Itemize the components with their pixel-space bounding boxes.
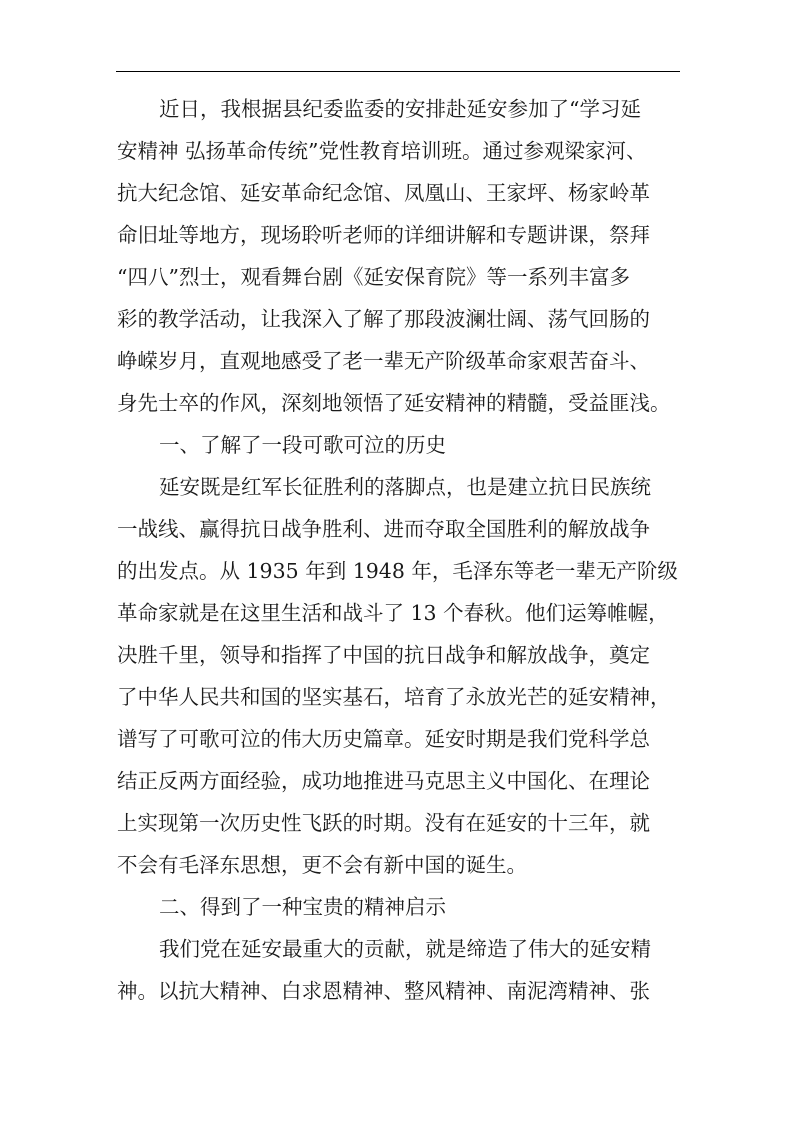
text-line: 上实现第一次历史性飞跃的时期。没有在延安的十三年，就 <box>117 811 650 835</box>
text-line: 不会有毛泽东思想，更不会有新中国的诞生。 <box>117 853 527 877</box>
text-line: 神。以抗大精神、白求恩精神、整风精神、南泥湾精神、张 <box>117 979 650 1003</box>
text-line: 结正反两方面经验，成功地推进马克思主义中国化、在理论 <box>117 769 650 793</box>
text-line: 革命家就是在这里生活和战斗了 13 个春秋。他们运筹帷幄， <box>117 601 669 625</box>
text-line: 了中华人民共和国的坚实基石，培育了永放光芒的延安精神， <box>117 685 671 709</box>
text-line: 我们党在延安最重大的贡献，就是缔造了伟大的延安精 <box>159 937 651 961</box>
text-line: “四八”烈士，观看舞台剧《延安保育院》等一系列丰富多 <box>117 265 630 289</box>
text-line: 一战线、赢得抗日战争胜利、进而夺取全国胜利的解放战争 <box>117 517 650 541</box>
text-line: 彩的教学活动，让我深入了解了那段波澜壮阔、荡气回肠的 <box>117 307 650 331</box>
section-heading: 一、了解了一段可歌可泣的历史 <box>159 433 446 457</box>
text-line: 决胜千里，领导和指挥了中国的抗日战争和解放战争，奠定 <box>117 643 650 667</box>
section-heading: 二、得到了一种宝贵的精神启示 <box>159 895 446 919</box>
header-rule <box>116 71 680 72</box>
text-line: 的出发点。从 1935 年到 1948 年，毛泽东等老一辈无产阶级 <box>117 559 678 583</box>
text-line: 谱写了可歌可泣的伟大历史篇章。延安时期是我们党科学总 <box>117 727 650 751</box>
text-line: 身先士卒的作风，深刻地领悟了延安精神的精髓，受益匪浅。 <box>117 391 671 415</box>
text-line: 延安既是红军长征胜利的落脚点，也是建立抗日民族统 <box>159 475 651 499</box>
text-line: 近日，我根据县纪委监委的安排赴延安参加了“学习延 <box>159 97 641 121</box>
text-line: 抗大纪念馆、延安革命纪念馆、凤凰山、王家坪、杨家岭革 <box>117 181 650 205</box>
text-line: 峥嵘岁月，直观地感受了老一辈无产阶级革命家艰苦奋斗、 <box>117 349 650 373</box>
text-line: 安精神 弘扬革命传统”党性教育培训班。通过参观梁家河、 <box>117 139 647 163</box>
body-text <box>117 88 679 1012</box>
text-line: 命旧址等地方，现场聆听老师的详细讲解和专题讲课，祭拜 <box>117 223 650 247</box>
